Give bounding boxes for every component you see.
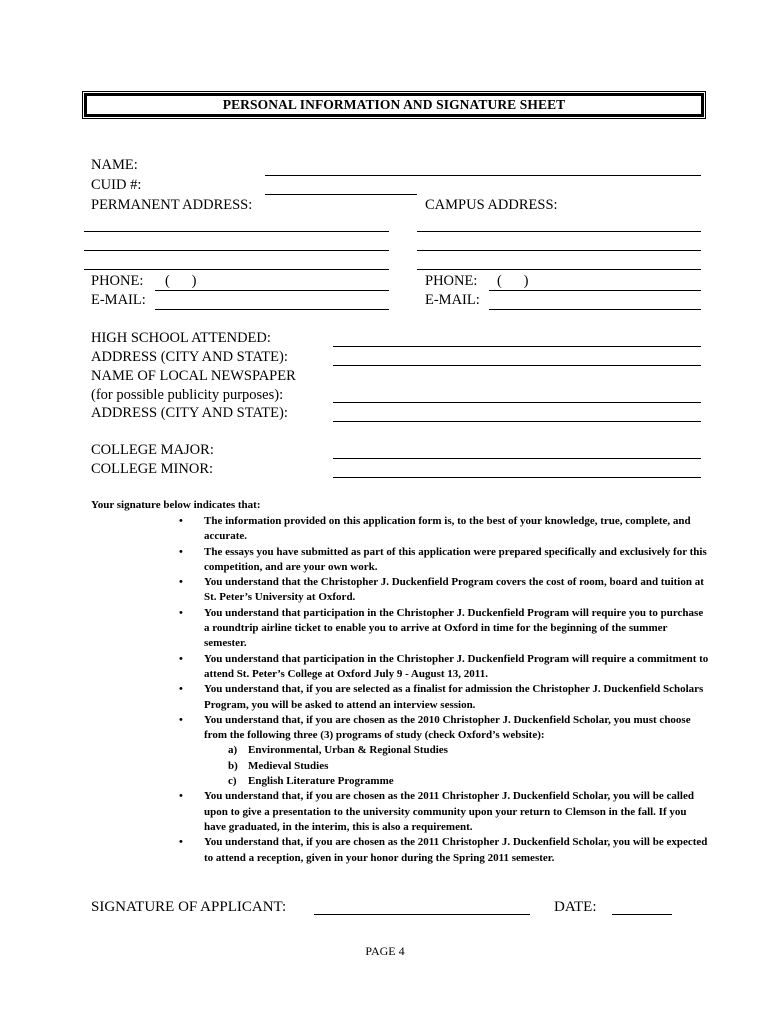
- statement-item: [175, 545, 710, 576]
- statement-text: You understand that participation in the Christopher J. Duckenfield Program will require a commitment to attend St. Peter’s College at Oxford July 9 - August 13, 2011.: [204, 652, 709, 680]
- bullet-icon: •: [179, 515, 183, 527]
- bullet-icon: •: [179, 652, 183, 665]
- college-minor-field[interactable]: [333, 477, 701, 478]
- permanent-email-label: E-MAIL:: [91, 292, 146, 308]
- program-mark: b): [228, 759, 238, 772]
- campus-address-line-3[interactable]: [417, 269, 701, 270]
- newspaper-address-field[interactable]: [333, 421, 701, 422]
- campus-email-field[interactable]: [489, 309, 701, 310]
- statement-item: [175, 713, 710, 789]
- statement-text: The essays you have submitted as part of this application were prepared specifically and exclusively for this competition, and are your own work.: [204, 545, 707, 573]
- statement-list: [175, 514, 710, 866]
- newspaper-address-label: ADDRESS (CITY AND STATE):: [91, 405, 288, 421]
- statement-text: You understand that, if you are chosen as the 2010 Christopher J. Duckenfield Scholar, you must choose from the following three (3) programs of study (check Oxford’s website):: [204, 713, 691, 742]
- program-label: English Literature Programme: [248, 775, 394, 788]
- statement-text: You understand that, if you are selected as a finalist for admission the Christopher J. Duckenfield Scholars Program, you will be asked to attend an interview session.: [204, 683, 704, 711]
- program-label: Environmental, Urban & Regional Studies: [248, 744, 448, 757]
- date-field[interactable]: [612, 914, 672, 915]
- date-label: DATE:: [554, 899, 597, 915]
- permanent-address-line-3[interactable]: [84, 269, 389, 270]
- permanent-phone-field[interactable]: [155, 290, 389, 291]
- statement-item: [175, 789, 710, 835]
- bullet-icon: •: [179, 576, 183, 589]
- campus-phone-area: ( ): [497, 273, 529, 289]
- bullet-icon: •: [179, 836, 183, 849]
- statement-item: [175, 575, 710, 606]
- statement-item: [175, 835, 710, 866]
- cuid-label: CUID #:: [91, 177, 142, 193]
- program-mark: a): [228, 744, 238, 757]
- high-school-address-field[interactable]: [333, 365, 701, 366]
- statement-item: [175, 652, 710, 683]
- statement-text: You understand that participation in the Christopher J. Duckenfield Program will require you to purchase a roundtrip airline ticket to enable you to arrive at Oxford in time for the beginning of the summer semester.: [204, 606, 704, 650]
- program-item: [228, 774, 710, 789]
- campus-phone-label: PHONE:: [425, 273, 478, 289]
- statement-text: The information provided on this application form is, to the best of your knowledge, true, complete, and accurate.: [204, 515, 691, 543]
- newspaper-note: (for possible publicity purposes):: [91, 387, 284, 403]
- permanent-phone-label: PHONE:: [91, 273, 144, 289]
- permanent-phone-area: ( ): [165, 273, 197, 289]
- college-major-field[interactable]: [333, 458, 701, 459]
- form-title: PERSONAL INFORMATION AND SIGNATURE SHEET: [84, 93, 704, 117]
- statement-item: [175, 514, 710, 545]
- page-number: PAGE 4: [365, 944, 405, 958]
- newspaper-label: NAME OF LOCAL NEWSPAPER: [91, 368, 296, 384]
- campus-phone-field[interactable]: [489, 290, 701, 291]
- campus-address-label: CAMPUS ADDRESS:: [425, 197, 558, 213]
- high-school-label: HIGH SCHOOL ATTENDED:: [91, 330, 271, 346]
- high-school-address-label: ADDRESS (CITY AND STATE):: [91, 349, 288, 365]
- signature-field[interactable]: [314, 914, 530, 915]
- campus-address-line-1[interactable]: [417, 231, 701, 232]
- permanent-email-field[interactable]: [155, 309, 389, 310]
- bullet-icon: •: [179, 683, 183, 696]
- statement-intro: Your signature below indicates that:: [91, 499, 261, 511]
- program-item: [228, 743, 710, 758]
- campus-email-label: E-MAIL:: [425, 292, 480, 308]
- program-item: [228, 759, 710, 774]
- bullet-icon: •: [179, 606, 183, 619]
- bullet-icon: •: [179, 790, 183, 803]
- bullet-icon: •: [179, 713, 183, 726]
- program-label: Medieval Studies: [248, 759, 329, 772]
- campus-address-line-2[interactable]: [417, 250, 701, 251]
- statement-text: You understand that, if you are chosen as the 2011 Christopher J. Duckenfield Scholar, you will be called upon to give a presentation to the university community upon your return to Clemson in the fall. If you have graduated, in the interim, this is also a requirement.: [204, 790, 694, 833]
- high-school-field[interactable]: [333, 346, 701, 347]
- name-label: NAME:: [91, 157, 138, 173]
- permanent-address-line-2[interactable]: [84, 250, 389, 251]
- statement-text: You understand that, if you are chosen as the 2011 Christopher J. Duckenfield Scholar, you will be expected to attend a reception, given in your honor during the Spring 2011 semester.: [204, 836, 708, 864]
- cuid-field[interactable]: [265, 194, 417, 195]
- statement-item: [175, 682, 710, 713]
- college-major-label: COLLEGE MAJOR:: [91, 442, 214, 458]
- program-mark: c): [228, 775, 237, 788]
- bullet-icon: •: [179, 545, 183, 558]
- permanent-address-line-1[interactable]: [84, 231, 389, 232]
- name-field[interactable]: [265, 175, 701, 176]
- statement-text: You understand that the Christopher J. Duckenfield Program covers the cost of room, board and tuition at St. Peter’s University at Oxford.: [204, 576, 704, 604]
- permanent-address-label: PERMANENT ADDRESS:: [91, 197, 253, 213]
- program-list: [204, 743, 710, 789]
- signature-label: SIGNATURE OF APPLICANT:: [91, 899, 287, 915]
- college-minor-label: COLLEGE MINOR:: [91, 461, 214, 477]
- statement-item: [175, 606, 710, 652]
- newspaper-field[interactable]: [333, 402, 701, 403]
